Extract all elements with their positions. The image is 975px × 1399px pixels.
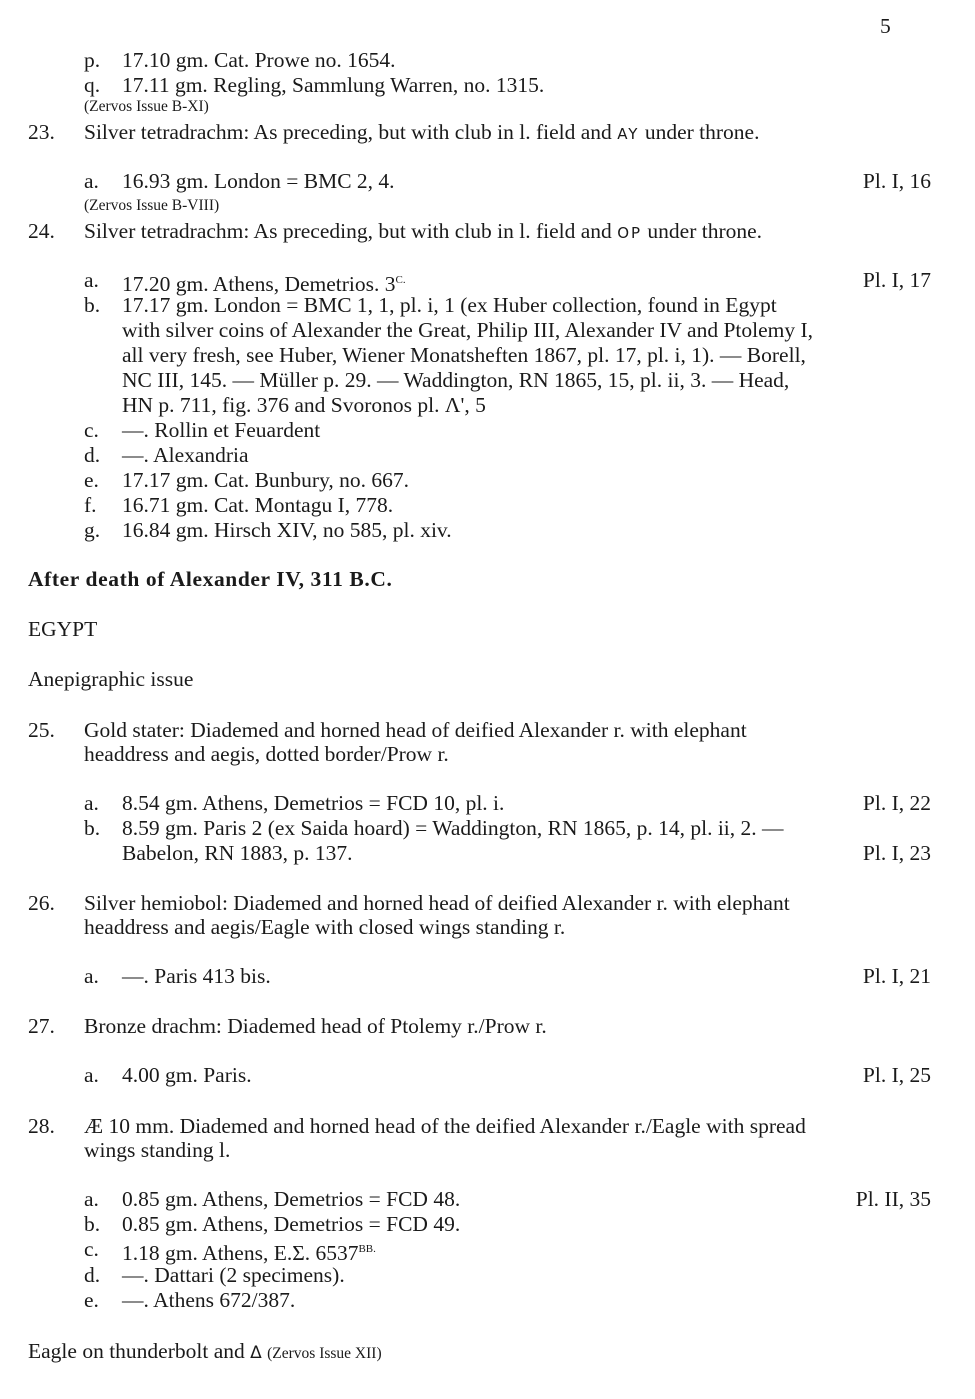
- zervos-issue-note: (Zervos Issue XII): [267, 1345, 382, 1362]
- superscript: BB.: [358, 1243, 376, 1255]
- specimen-letter: a.: [84, 1187, 99, 1211]
- superscript: C.: [395, 274, 406, 286]
- specimen-text-line: 8.59 gm. Paris 2 (ex Saida hoard) = Waddington, RN 1865, p. 14, pl. ii, 2. —: [122, 816, 784, 840]
- specimen-letter: d.: [84, 443, 101, 467]
- specimen-text: —. Paris 413 bis.: [122, 964, 271, 988]
- monogram: AY: [617, 125, 640, 143]
- specimen-letter: p.: [84, 48, 101, 72]
- description-text: Silver tetradrachm: As preceding, but with club in l. field and: [84, 120, 612, 144]
- specimen-text-main: 17.20 gm. Athens, Demetrios. 3: [122, 272, 396, 296]
- specimen-text-line: with silver coins of Alexander the Great, Philip III, Alexander IV and Ptolemy I,: [122, 318, 814, 342]
- plate-reference: Pl. I, 17: [862, 268, 931, 292]
- specimen-letter: c.: [84, 418, 99, 442]
- specimen-text: —. Rollin et Feuardent: [122, 418, 321, 442]
- specimen-letter: f.: [84, 493, 97, 517]
- specimen-letter: b.: [84, 293, 101, 317]
- specimen-text: —. Athens 672/387.: [122, 1288, 296, 1312]
- region-heading: EGYPT: [28, 617, 98, 641]
- entry-number: 25.: [28, 718, 55, 742]
- entry-description-line: Gold stater: Diademed and horned head of deified Alexander r. with elephant: [84, 718, 747, 742]
- specimen-text-line: Babelon, RN 1883, p. 137.: [122, 841, 353, 865]
- specimen-text: 16.93 gm. London = BMC 2, 4.: [122, 169, 395, 193]
- description-text: Silver tetradrachm: As preceding, but with club in l. field and: [84, 219, 612, 243]
- delta-symbol: Δ: [250, 1343, 262, 1363]
- subsection-heading: [28, 1339, 382, 1366]
- specimen-text: 8.54 gm. Athens, Demetrios = FCD 10, pl. i.: [122, 791, 505, 815]
- description-text: under throne.: [644, 120, 760, 144]
- specimen-text: 17.11 gm. Regling, Sammlung Warren, no. 1315.: [122, 73, 545, 97]
- entry-description-line: Æ 10 mm. Diademed and horned head of the deified Alexander r./Eagle with spread: [84, 1114, 806, 1138]
- specimen-text: [122, 1237, 376, 1266]
- specimen-text-line: HN p. 711, fig. 376 and Svoronos pl. Λ', 5: [122, 393, 486, 417]
- entry-description: [84, 120, 759, 147]
- plate-reference: Pl. I, 23: [862, 841, 931, 865]
- specimen-letter: g.: [84, 518, 101, 542]
- specimen-text: 16.84 gm. Hirsch XIV, no 585, pl. xiv.: [122, 518, 452, 542]
- specimen-letter: a.: [84, 791, 99, 815]
- plate-reference: Pl. I, 22: [862, 791, 931, 815]
- specimen-letter: c.: [84, 1237, 99, 1261]
- specimen-letter: e.: [84, 468, 99, 492]
- entry-description-line: Silver hemiobol: Diademed and horned head of deified Alexander r. with elephant: [84, 891, 790, 915]
- entry-number: 27.: [28, 1014, 55, 1038]
- specimen-letter: a.: [84, 169, 99, 193]
- specimen-text-line: NC III, 145. — Müller p. 29. — Waddington, RN 1865, 15, pl. ii, 3. — Head,: [122, 368, 790, 392]
- entry-number: 23.: [28, 120, 55, 144]
- plate-reference: Pl. I, 16: [862, 169, 931, 193]
- specimen-text: 17.10 gm. Cat. Prowe no. 1654.: [122, 48, 396, 72]
- specimen-text: 4.00 gm. Paris.: [122, 1063, 252, 1087]
- subsection-text: Eagle on thunderbolt and: [28, 1339, 245, 1363]
- specimen-letter: e.: [84, 1288, 99, 1312]
- section-heading: After death of Alexander IV, 311 B.C.: [28, 567, 393, 591]
- specimen-letter: b.: [84, 816, 101, 840]
- plate-reference: Pl. I, 21: [862, 964, 931, 988]
- monogram: OP: [617, 224, 643, 242]
- specimen-letter: a.: [84, 964, 99, 988]
- entry-description-line: headdress and aegis, dotted border/Prow r.: [84, 742, 449, 766]
- specimen-letter: b.: [84, 1212, 101, 1236]
- entry-number: 24.: [28, 219, 55, 243]
- entry-description: [84, 219, 762, 246]
- entry-number: 28.: [28, 1114, 55, 1138]
- zervos-issue-note: (Zervos Issue B-XI): [84, 98, 209, 115]
- issue-heading: Anepigraphic issue: [28, 667, 194, 691]
- description-text: under throne.: [647, 219, 763, 243]
- specimen-letter: d.: [84, 1263, 101, 1287]
- plate-reference: Pl. II, 35: [855, 1187, 931, 1211]
- specimen-text-line: all very fresh, see Huber, Wiener Monatsheften 1867, pl. 17, pl. i, 1). — Borell,: [122, 343, 806, 367]
- specimen-letter: q.: [84, 73, 101, 97]
- specimen-text: 0.85 gm. Athens, Demetrios = FCD 48.: [122, 1187, 461, 1211]
- specimen-text: —. Dattari (2 specimens).: [122, 1263, 345, 1287]
- plate-reference: Pl. I, 25: [862, 1063, 931, 1087]
- entry-description-line: wings standing l.: [84, 1138, 231, 1162]
- specimen-text: 0.85 gm. Athens, Demetrios = FCD 49.: [122, 1212, 461, 1236]
- specimen-text-line: 17.17 gm. London = BMC 1, 1, pl. i, 1 (ex Huber collection, found in Egypt: [122, 293, 777, 317]
- page-number: 5: [880, 14, 891, 38]
- specimen-text: 16.71 gm. Cat. Montagu I, 778.: [122, 493, 394, 517]
- specimen-text-main: 1.18 gm. Athens, E.Σ. 6537: [122, 1241, 359, 1265]
- zervos-issue-note: (Zervos Issue B-VIII): [84, 197, 220, 214]
- specimen-letter: a.: [84, 1063, 99, 1087]
- entry-description-line: headdress and aegis/Eagle with closed wings standing r.: [84, 915, 566, 939]
- specimen-letter: a.: [84, 268, 99, 292]
- entry-number: 26.: [28, 891, 55, 915]
- entry-description: Bronze drachm: Diademed head of Ptolemy r./Prow r.: [84, 1014, 547, 1038]
- specimen-text: —. Alexandria: [122, 443, 249, 467]
- specimen-text: 17.17 gm. Cat. Bunbury, no. 667.: [122, 468, 410, 492]
